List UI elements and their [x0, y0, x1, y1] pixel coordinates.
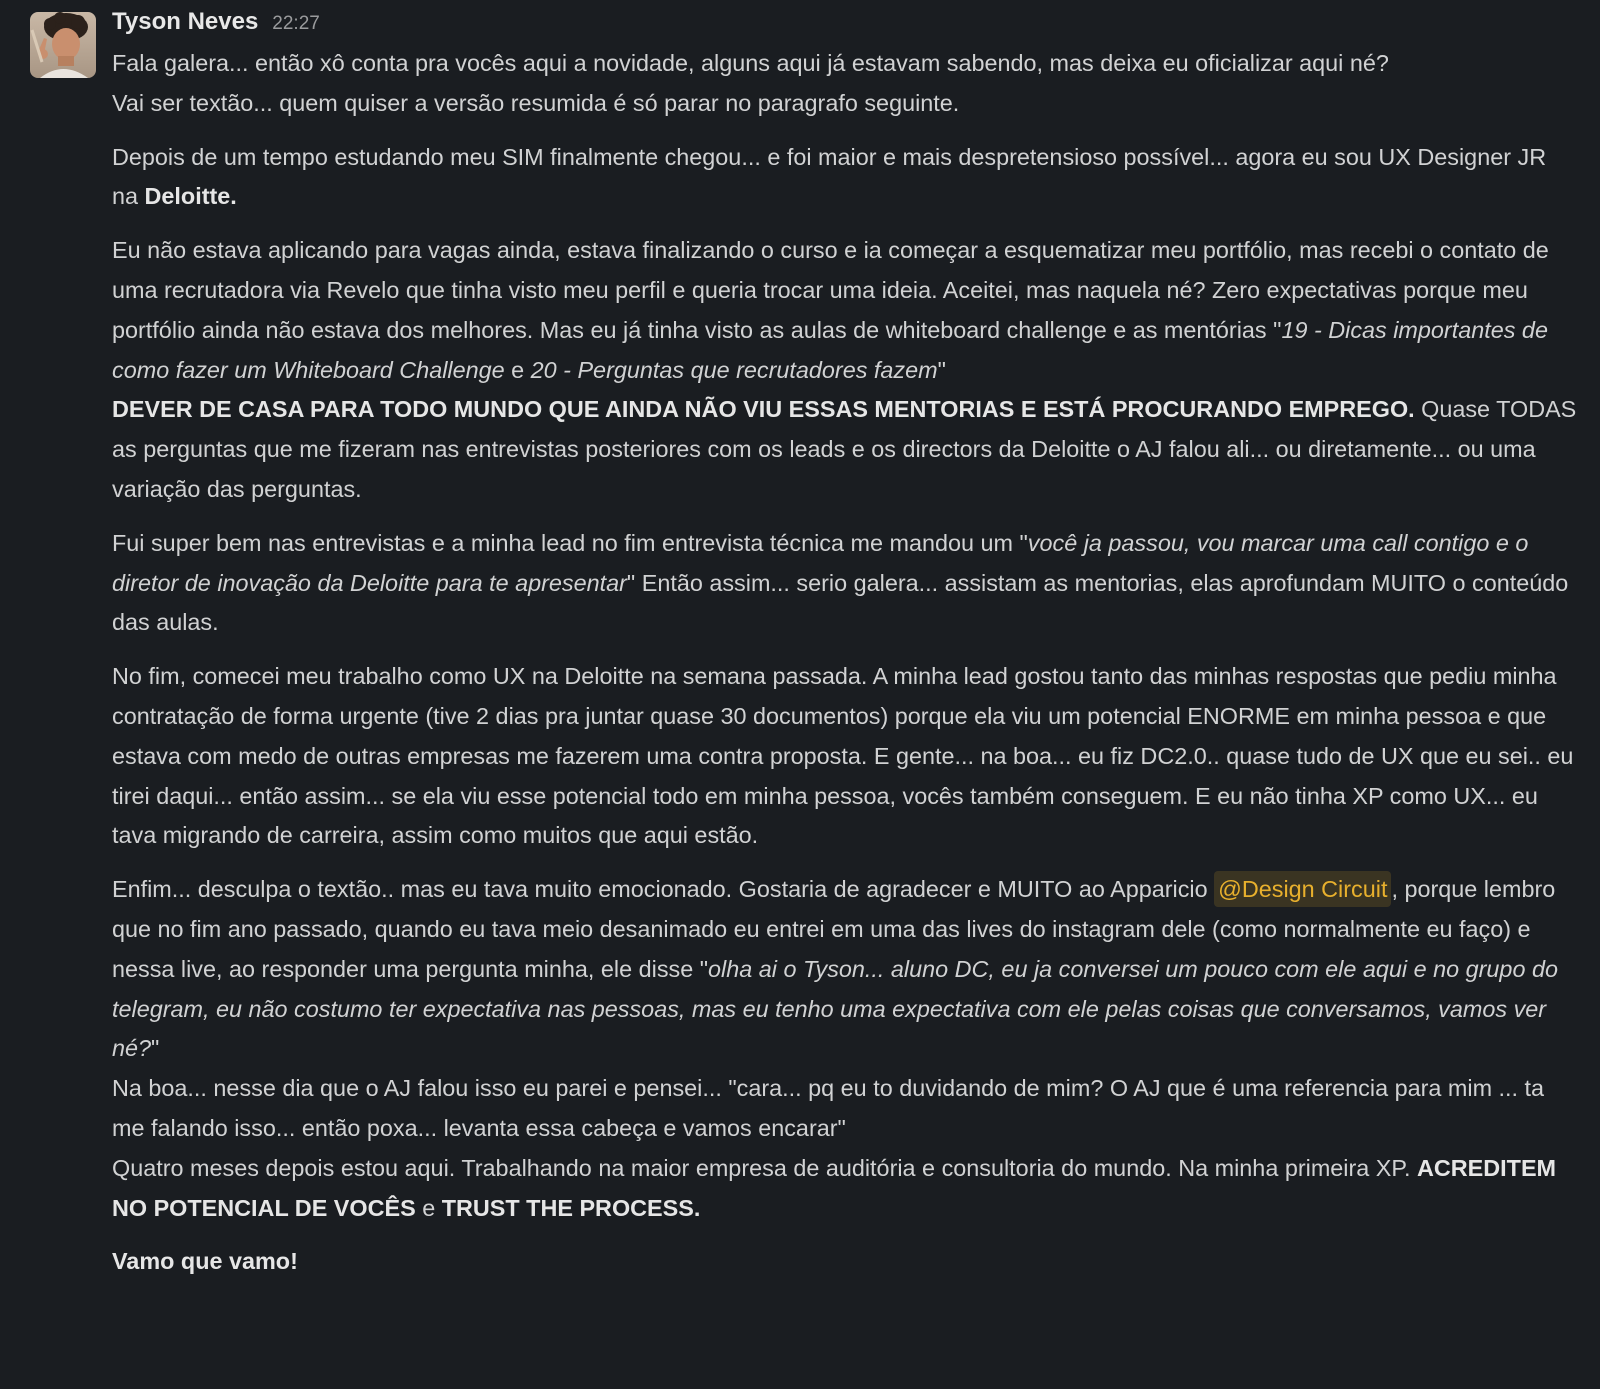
mentoria-title-2: 20 - Perguntas que recrutadores fazem [530, 356, 938, 383]
message-timestamp[interactable]: 22:27 [272, 13, 320, 34]
paragraph-6 [112, 657, 1577, 856]
paragraph-1 [112, 44, 1577, 124]
paragraph-9-connector: e [415, 1194, 442, 1221]
homework-callout: DEVER DE CASA PARA TODO MUNDO QUE AINDA NÃO VIU ESSAS MENTORIAS E ESTÁ PROCURANDO EMPREGO. [112, 396, 1415, 423]
company-name: Deloitte. [144, 183, 237, 210]
paragraph-8 [112, 1069, 1577, 1149]
paragraph-5-text-1: Fui super bem nas entrevistas e a minha lead no fim entrevista técnica me mandou um " [112, 529, 1028, 556]
paragraph-4-text: Quase TODAS as perguntas que me fizeram nas entrevistas posteriores com os leads e os directors da Deloitte o AJ falou ali... ou diretamente... ou uma variação das perguntas. [112, 396, 1577, 502]
lead-quote: você ja passou, vou marcar uma call contigo e o diretor de inovação da Deloitte para te apresentar [112, 529, 1529, 596]
user-mention-design-circuit[interactable]: @Design Circuit [1214, 871, 1391, 907]
paragraph-1-line-1: Fala galera... então xô conta pra vocês aqui a novidade, alguns aqui já estavam sabendo, mas deixa eu oficializar aqui né? [112, 50, 1389, 76]
trust-callout: TRUST THE PROCESS. [441, 1194, 701, 1221]
paragraph-8-text: Na boa... nesse dia que o AJ falou isso eu parei e pensei... "cara... pq eu to duvidando de mim? O AJ que é uma referencia para mim ... ta me falando isso... então poxa... levanta essa cabeça e vamos encarar" [112, 1075, 1545, 1141]
author-name[interactable]: Tyson Neves [112, 8, 259, 35]
paragraph-1-line-2: Vai ser textão... quem quiser a versão resumida é só parar no paragrafo seguinte. [112, 89, 960, 116]
paragraph-7-text-1: Enfim... desculpa o textão.. mas eu tava muito emocionado. Gostaria de agradecer e MUITO ao Apparicio [112, 876, 1215, 903]
paragraph-3 [112, 231, 1577, 390]
paragraph-3-close: " [937, 356, 946, 383]
message-header [112, 8, 1577, 44]
paragraph-4 [112, 390, 1577, 509]
avatar[interactable] [30, 12, 96, 78]
paragraph-5 [112, 524, 1577, 643]
aj-quote: olha ai o Tyson... aluno DC, eu ja conversei um pouco com ele aqui e no grupo do telegram, eu não costumo ter expectativa nas pessoas, mas eu tenho uma expectativa com ele pelas coisas que conversamos, vamos ver né? [112, 955, 1558, 1062]
paragraph-9 [112, 1149, 1577, 1229]
paragraph-3-connector: e [504, 356, 531, 383]
paragraph-2-text: Depois de um tempo estudando meu SIM finalmente chegou... e foi maior e mais despretensioso possível... agora eu sou UX Designer JR na [112, 143, 1547, 210]
paragraph-5-text-2: " Então assim... serio galera... assistam as mentorias, elas aprofundam MUITO o conteúdo das aulas. [112, 569, 1569, 636]
paragraph-3-text: Eu não estava aplicando para vagas ainda, estava finalizando o curso e ia começar a esquematizar meu portfólio, mas recebi o contato de uma recrutadora via Revelo que tinha visto meu perfil e queria trocar uma ideia. Aceitei, mas naquela né? Zero expectativas porque meu portfólio ainda não estava dos melhores. Mas eu já tinha visto as aulas de whiteboard challenge e as mentórias " [112, 237, 1549, 343]
message-content [112, 8, 1577, 1296]
paragraph-9-text: Quatro meses depois estou aqui. Trabalhando na maior empresa de auditória e consultoria do mundo. Na minha primeira XP. [112, 1154, 1417, 1181]
believe-callout: ACREDITEM NO POTENCIAL DE VOCÊS [112, 1154, 1557, 1221]
paragraph-6-text: No fim, comecei meu trabalho como UX na Deloitte na semana passada. A minha lead gostou tanto das minhas respostas que pediu minha contratação de forma urgente (tive 2 dias pra juntar quase 30 documentos) porque ela viu um potencial ENORME em minha pessoa e que estava com medo de outras empresas me fazerem uma contra proposta. E gente... na boa... eu fiz DC2.0.. quase tudo de UX que eu sei.. eu tirei daqui... então assim... se ela viu esse potencial todo em minha pessoa, vocês também conseguem. E eu não tinha XP como UX... eu tava migrando de carreira, assim como muitos que aqui estão. [112, 663, 1574, 849]
message-body [112, 44, 1577, 1282]
paragraph-7 [112, 870, 1577, 1069]
paragraph-10 [112, 1242, 1577, 1282]
avatar-image [30, 12, 96, 78]
paragraph-7-text-2: , porque lembro que no fim ano passado, quando eu tava meio desanimado eu entrei em uma das lives do instagram dele (como normalmente eu faço) e nessa live, ao responder uma pergunta minha, ele disse " [112, 876, 1556, 982]
paragraph-2 [112, 138, 1577, 218]
mentoria-title-1: 19 - Dicas importantes de como fazer um Whiteboard Challenge [112, 316, 1548, 383]
paragraph-7-close: " [151, 1035, 160, 1062]
closing-line: Vamo que vamo! [112, 1248, 298, 1275]
